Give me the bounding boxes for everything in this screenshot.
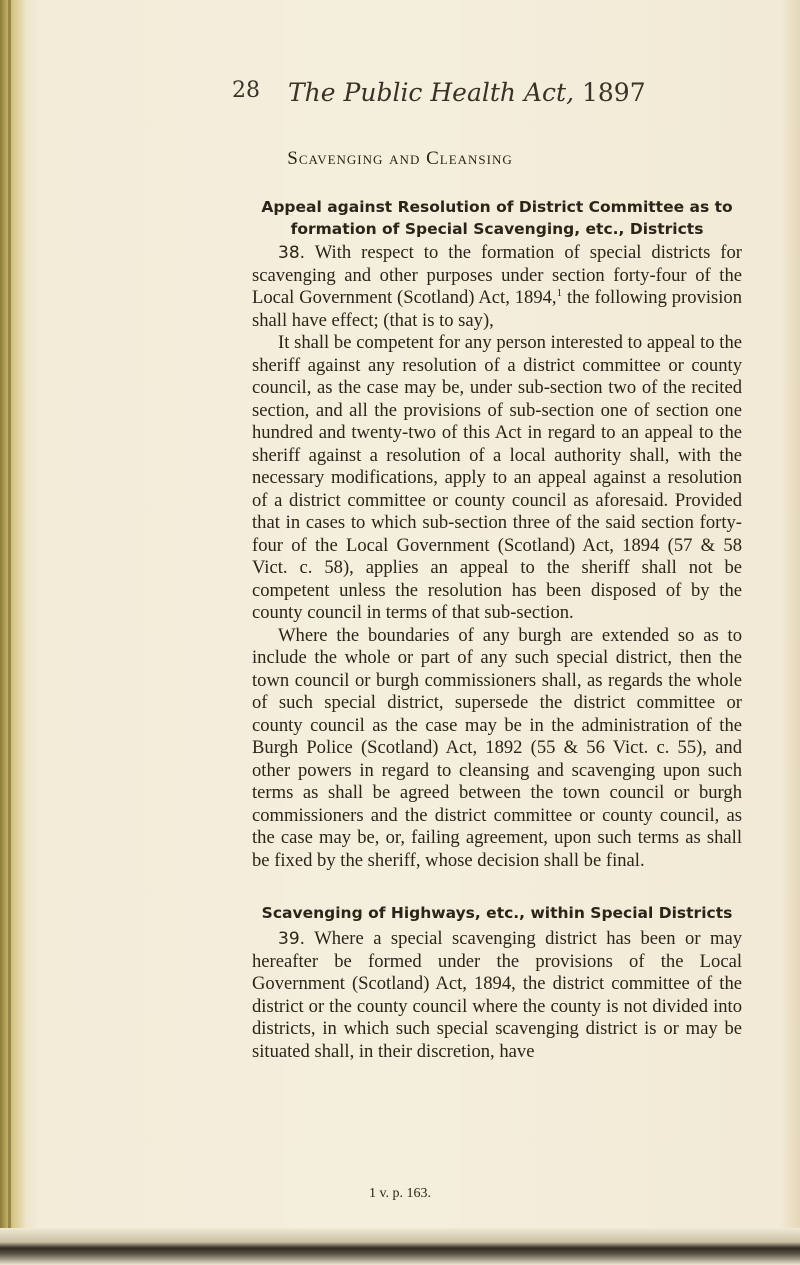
section-39-paragraph — [252, 928, 742, 1063]
section-38-intro-text: With respect to the formation of special districts for scavenging and other purposes under section forty-four of the Local Government (Scotland) Act, 1894, — [252, 242, 742, 308]
section-39-text: Where a special scavenging district has been or may hereafter be formed under the provisions of the Local Government (Scotland) Act, 1894, the district committee of the district or the county council where the county is not divided into districts, in which such special scavenging district is or may be situated shall, in their discretion, have — [252, 928, 743, 1062]
running-title — [288, 78, 646, 107]
book-binding-edge — [0, 0, 26, 1265]
section-number-39: 39. — [278, 929, 306, 949]
running-header — [0, 78, 800, 118]
footnote-reference-mark: 1 — [556, 286, 563, 299]
binding-stitch-line — [8, 0, 11, 1265]
running-title-year: 1897 — [581, 78, 646, 107]
page-number: 28 — [232, 78, 260, 103]
section-number-38: 38. — [278, 243, 306, 263]
subheading-appeal: Appeal against Resolution of District Committee as to formation of Special Scavenging, etc., Districts — [261, 198, 733, 238]
subheading-highways: Scavenging of Highways, etc., within Special Districts — [261, 904, 733, 922]
section-38-body — [252, 242, 742, 872]
section-38-intro — [252, 242, 742, 332]
footnote: 1 v. p. 163. — [368, 1186, 432, 1201]
section-heading: Scavenging and Cleansing — [287, 148, 513, 169]
section-38-paragraph-2: Where the boundaries of any burgh are extended so as to include the whole or part of any such special district, then the town council or burgh commissioners shall, as regards the whole of such special district, supersede the district committee or county council as the case may be in the administration of the Burgh Police (Scotland) Act, 1892 (55 & 56 Vict. c. 55), and other powers in regard to cleansing and scavenging upon such terms as shall be agreed between the town council or burgh commissioners and the district committee or county council, as the case may be, or, failing agreement, upon such terms as shall be fixed by the sheriff, whose decision shall be final. — [252, 624, 742, 871]
section-38-intro-continuation: the following provision shall have effect; (that is to say), — [252, 287, 742, 331]
section-38-paragraph-1: It shall be competent for any person interested to appeal to the sheriff against any resolution of a district committee or county council, as the case may be, under sub-section two of the recited section, and all the provisions of sub-section one of section one hundred and twenty-two of this Act in regard to an appeal to the sheriff against a resolution of a local authority shall, with the necessary modifications, apply to an appeal against a resolution of a district committee or county council as aforesaid. Provided that in cases to which sub-section three of the said section forty-four of the Local Government (Scotland) Act, 1894 (57 & 58 Vict. c. 58), applies an appeal to the sheriff shall not be competent unless the resolution has been disposed of by the county council in terms of that sub-section. — [252, 332, 742, 623]
running-title-text: The Public Health Act, — [288, 78, 575, 107]
page-bottom-edge — [0, 1228, 800, 1265]
section-39-body — [252, 928, 742, 1063]
